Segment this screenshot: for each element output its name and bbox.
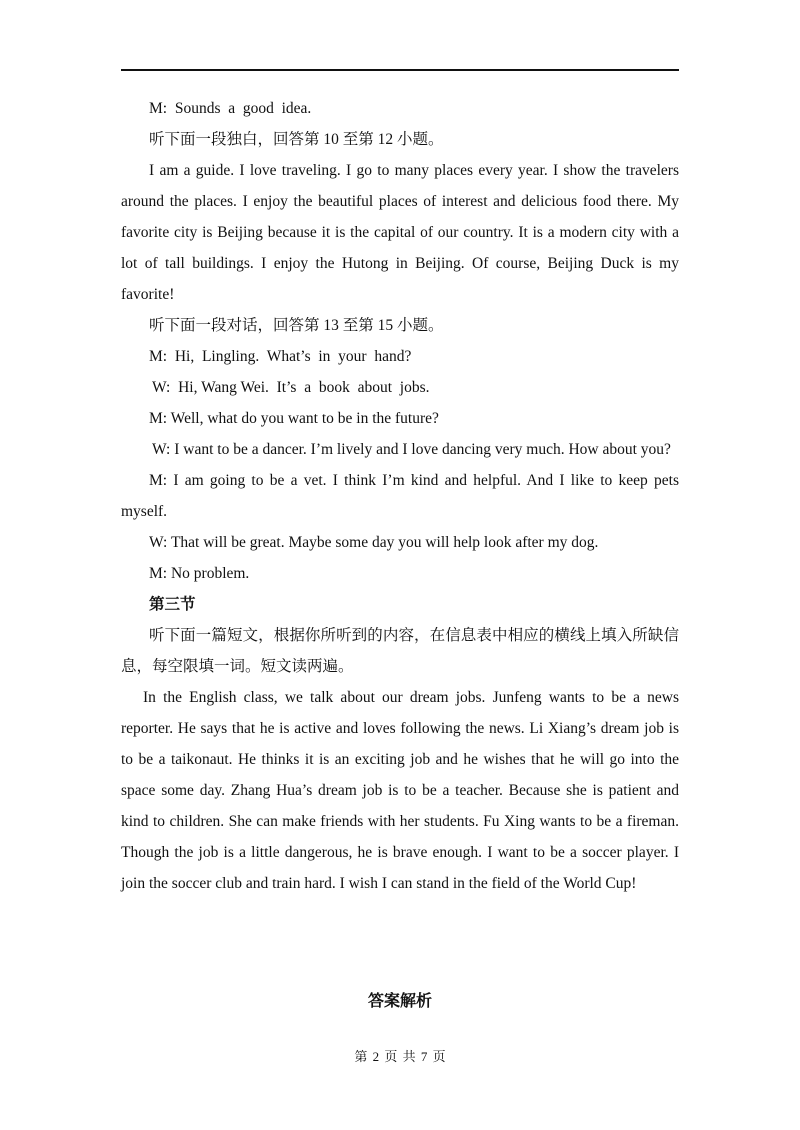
- dialogue-line: W: That will be great. Maybe some day you will help look after my dog.: [149, 534, 599, 551]
- section-heading: 第三节: [149, 596, 196, 613]
- section-instruction: 听下面一段独白，回答第 10 至第 12 小题。: [149, 131, 444, 148]
- dialogue-line: M: No problem.: [149, 565, 250, 582]
- page-footer: 第 2 页 共 7 页: [354, 1049, 446, 1064]
- dialogue-line: W: Hi, Wang Wei. It’s a book about jobs.: [152, 379, 430, 396]
- passage-text: In the English class, we talk about our dream jobs. Junfeng wants to be a news reporter. He says that he is active and loves following the news. Li Xiang’s dream job is to be a taikonaut. He thinks it is an exciting job and he wishes that he will go into the space some day. Zhang Hua’s dream job is to be a teacher. Because she is patient and kind to children. She can make friends with her students. Fu Xing wants to be a fireman. Though the job is a little dangerous, he is brave enough. I want to be a soccer player. I join the soccer club and train hard. I wish I can stand in the field of the World Cup!: [121, 689, 679, 892]
- dialogue-line: M: Sounds a good idea.: [149, 100, 312, 117]
- dialogue-line: M: Hi, Lingling. What’s in your hand?: [149, 348, 412, 365]
- dialogue-line: M: Well, what do you want to be in the future?: [149, 410, 439, 427]
- dialogue-line: M: I am going to be a vet. I think I’m kind and helpful. And I like to keep pets myself.: [121, 472, 679, 520]
- monologue-text: I am a guide. I love traveling. I go to many places every year. I show the travelers around the places. I enjoy the beautiful places of interest and delicious food there. My favorite city is Beijing because it is the capital of our country. It is a modern city with a lot of tall buildings. I enjoy the Hutong in Beijing. Of course, Beijing Duck is my favorite!: [121, 162, 679, 303]
- answer-title: 答案解析: [367, 993, 432, 1010]
- page-content: [121, 93, 679, 899]
- section-instruction: 听下面一段对话，回答第 13 至第 15 小题。: [149, 317, 444, 334]
- header-rule: [121, 69, 679, 71]
- dialogue-line: W: I want to be a dancer. I’m lively and I love dancing very much. How about you?: [152, 441, 671, 458]
- section-instruction: 听下面一篇短文，根据你所听到的内容，在信息表中相应的横线上填入所缺信息，每空限填一词。短文读两遍。: [121, 627, 679, 675]
